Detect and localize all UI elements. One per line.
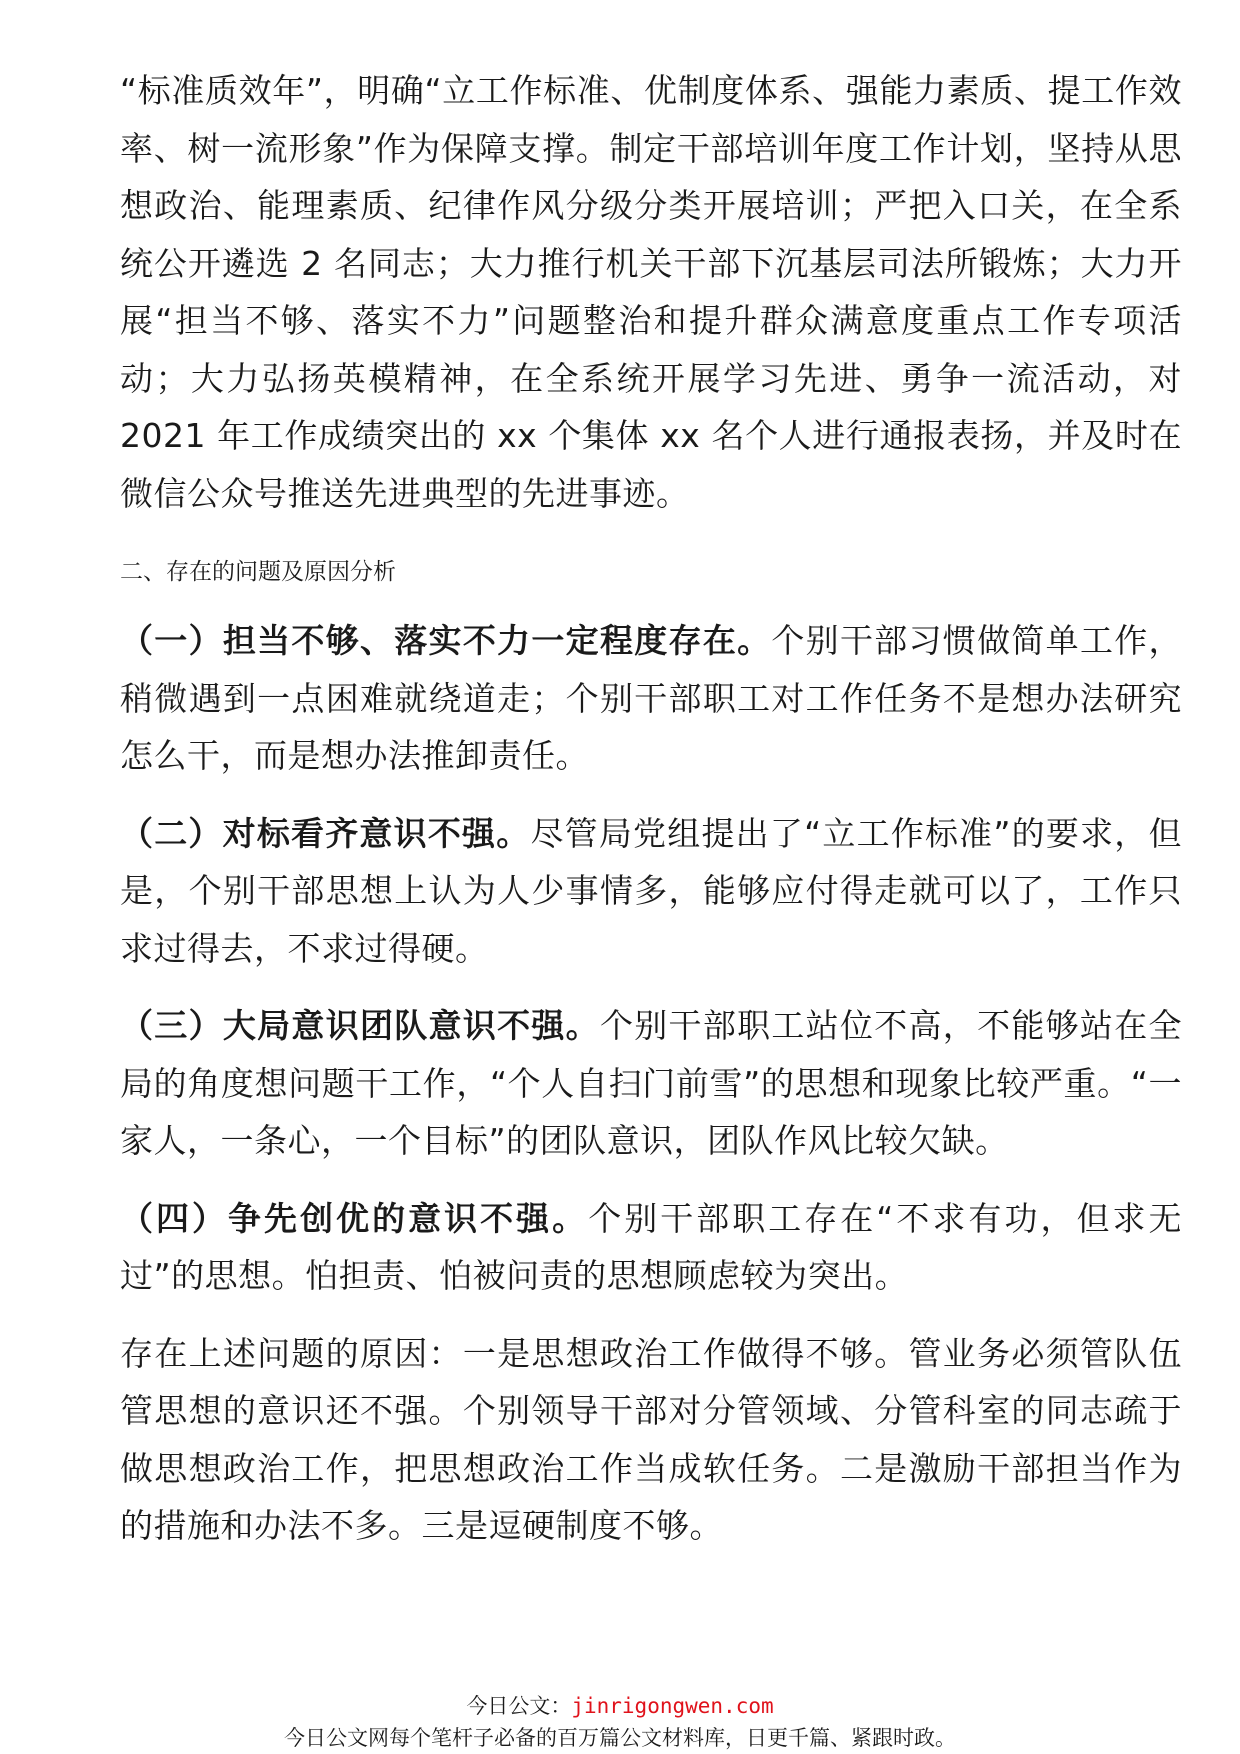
problem-item-4 [120, 1190, 1182, 1305]
problem-item-1-body: 个别干部习惯做简单工作，稍微遇到一点困难就绕道走；个别干部职工对工作任务不是想办法研究怎么干，而是想办法推卸责任。 [120, 621, 1183, 775]
document-page [120, 62, 1182, 1555]
problem-item-2-title: （二）对标看齐意识不强。 [120, 813, 531, 853]
problem-item-3-title: （三）大局意识团队意识不强。 [120, 1006, 600, 1045]
problem-item-1-title: （一）担当不够、落实不力一定程度存在。 [120, 621, 772, 660]
problem-item-2-body: 尽管局党组提出了“立工作标准”的要求，但是，个别干部思想上认为人少事情多，能够应付得走就可以了，工作只求过得去，不求过得硬。 [120, 813, 1182, 968]
problem-item-4-title: （四）争先创优的意识不强。 [120, 1198, 589, 1238]
problem-item-3-body: 个别干部职工站位不高，不能够站在全局的角度想问题干工作，“个人自扫门前雪”的思想和现象比较严重。“一家人，一条心，一个目标”的团队意识，团队作风比较欠缺。 [120, 1006, 1183, 1160]
problem-item-3 [120, 997, 1182, 1170]
problem-item-4-body: 个别干部职工存在“不求有功，但求无过”的思想。怕担责、怕被问责的思想顾虑较为突出。 [120, 1198, 1182, 1295]
intro-paragraph: “标准质效年”，明确“立工作标准、优制度体系、强能力素质、提工作效率、树一流形象”作为保障支撑。制定干部培训年度工作计划，坚持从思想政治、能理素质、纪律作风分级分类开展培训；严把入口关，在全系统公开遴选 2 名同志；大力推行机关干部下沉基层司法所锻炼；大力开展“担当不够、落实不力”问题整治和提升群众满意度重点工作专项活动；大力弘扬英模精神，在全系统开展学习先进、勇争一流活动，对 2021 年工作成绩突出的 xx 个集体 xx 名个人进行通报表扬，并及时在微信公众号推送先进典型的先进事迹。 [120, 71, 1182, 513]
footer-source-line [0, 1690, 1240, 1720]
footer-label: 今日公文： [466, 1694, 572, 1718]
cause-paragraph: 存在上述问题的原因：一是思想政治工作做得不够。管业务必须管队伍管思想的意识还不强。个别领导干部对分管领域、分管科室的同志疏于做思想政治工作，把思想政治工作当成软任务。二是激励干部担当作为的措施和办法不多。三是逗硬制度不够。 [120, 1333, 1182, 1545]
footer-site-link[interactable]: jinrigongwen.com [571, 1694, 774, 1718]
section-heading: 二、存在的问题及原因分析 [120, 559, 396, 585]
problem-item-2 [120, 805, 1182, 978]
problem-item-1 [120, 612, 1182, 785]
footer-slogan: 今日公文网每个笔杆子必备的百万篇公文材料库，日更千篇、紧跟时政。 [284, 1726, 956, 1750]
